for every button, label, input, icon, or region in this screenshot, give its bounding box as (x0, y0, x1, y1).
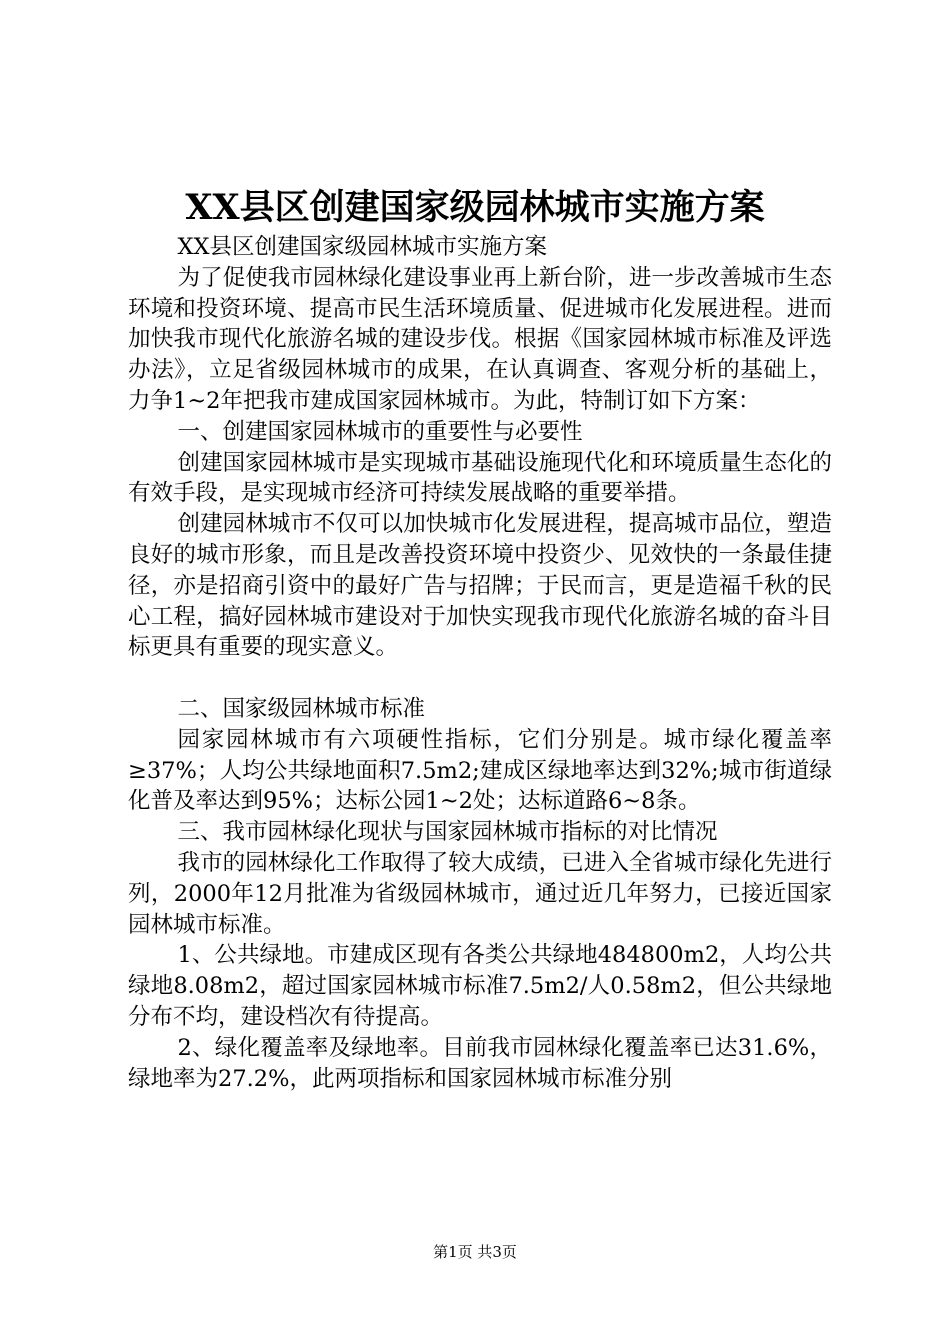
paragraph-intro: 为了促使我市园林绿化建设事业再上新台阶，进一步改善城市生态环境和投资环境、提高市民生活环境质量、促进城市化发展进程。进而加快我市现代化旅游名城的建设步伐。根据《国家园林城市标准及评选办法》，立足省级园林城市的成果，在认真调查、客观分析的基础上，力争1~2年把我市建成国家园林城市。为此，特制订如下方案： (128, 264, 832, 414)
page-number-footer: 第1页 共3页 (433, 1243, 517, 1261)
paragraph: 园家园林城市有六项硬性指标，它们分别是。城市绿化覆盖率≥37%；人均公共绿地面积7.5m2;建成区绿地率达到32%;城市街道绿化普及率达到95%；达标公园1~2处；达标道路6~8条。 (128, 726, 832, 815)
paragraph: 我市的园林绿化工作取得了较大成绩，已进入全省城市绿化先进行列，2000年12月批准为省级园林城市，通过近几年努力，已接近国家园林城市标准。 (128, 849, 832, 938)
document-body (128, 232, 832, 1094)
document-title: XX县区创建国家级园林城市实施方案 (185, 187, 765, 228)
paragraph-subtitle: XX县区创建国家级园林城市实施方案 (177, 234, 548, 260)
section-heading-1: 一、创建国家园林城市的重要性与必要性 (177, 418, 583, 445)
paragraph: 1、公共绿地。市建成区现有各类公共绿地484800m2，人均公共绿地8.08m2，超过国家园林城市标准7.5m2/人0.58m2，但公共绿地分布不均，建设档次有待提高。 (128, 942, 832, 1030)
section-heading-2: 二、国家级园林城市标准 (177, 695, 426, 722)
section-heading-3: 三、我市园林绿化现状与国家园林城市指标的对比情况 (177, 819, 718, 846)
paragraph: 创建国家园林城市是实现城市基础设施现代化和环境质量生态化的有效手段，是实现城市经济可持续发展战略的重要举措。 (128, 449, 832, 507)
paragraph: 创建园林城市不仅可以加快城市化发展进程，提高城市品位，塑造良好的城市形象，而且是改善投资环境中投资少、见效快的一条最佳捷径，亦是招商引资中的最好广告与招牌；于民而言，更是造福千秋的民心工程，搞好园林城市建设对于加快实现我市现代化旅游名城的奋斗目标更具有重要的现实意义。 (128, 511, 832, 661)
paragraph: 2、绿化覆盖率及绿地率。目前我市园林绿化覆盖率已达31.6%，绿地率为27.2%，此两项指标和国家园林城市标准分别 (128, 1034, 832, 1092)
